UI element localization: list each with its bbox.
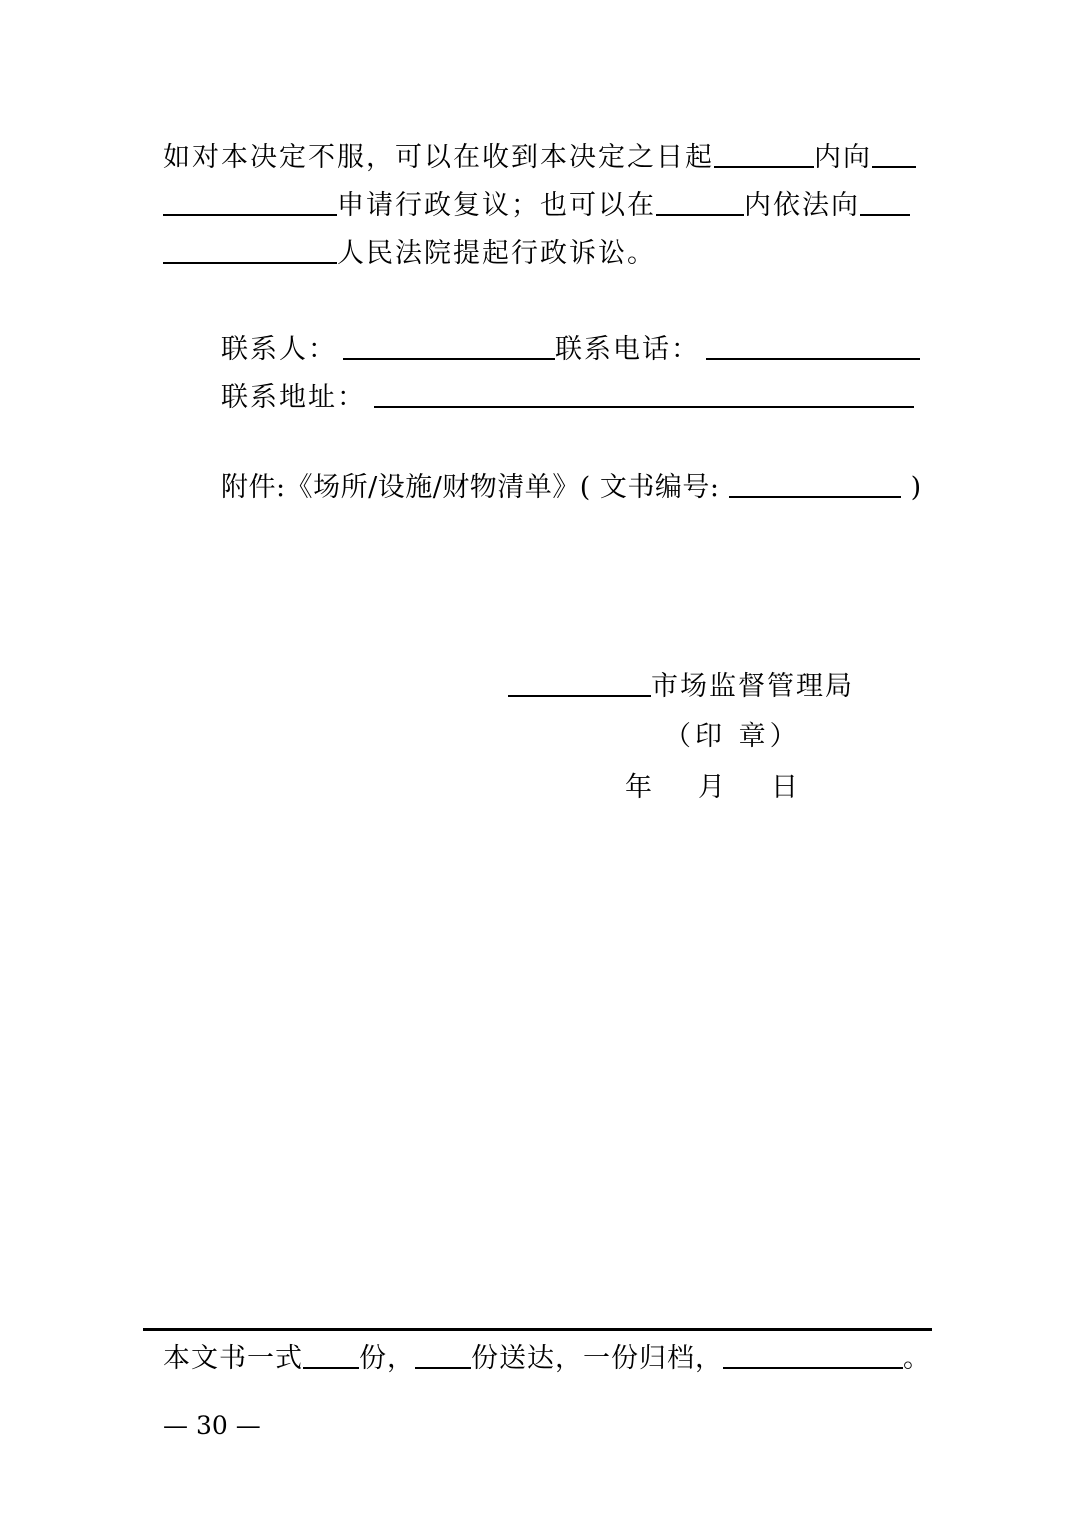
period-blank[interactable] bbox=[714, 138, 814, 168]
attachment-label: 附件:《场所/设施/财物清单》( 文书编号: bbox=[221, 472, 729, 503]
decision-text: 如对本决定不服，可以在收到本决定之日起 bbox=[163, 142, 714, 173]
decision-text: 申请行政复议；也可以在 bbox=[337, 190, 656, 221]
page-number: — 30 — bbox=[163, 1411, 261, 1440]
review-agency-blank[interactable] bbox=[872, 138, 916, 168]
contact-address-blank[interactable] bbox=[374, 378, 914, 408]
review-agency-blank-cont[interactable] bbox=[163, 186, 337, 216]
date-line bbox=[625, 768, 800, 808]
lawsuit-period-blank[interactable] bbox=[656, 186, 744, 216]
attachment-close: ) bbox=[910, 472, 922, 503]
agency-suffix: 市场监督管理局 bbox=[651, 671, 854, 702]
decision-text: 内向 bbox=[814, 142, 872, 173]
document-number-blank[interactable] bbox=[729, 468, 901, 498]
decision-line-2 bbox=[163, 186, 910, 226]
attachment-line bbox=[221, 468, 922, 508]
decision-line-1 bbox=[163, 138, 916, 178]
copies-text: 份， bbox=[359, 1343, 415, 1374]
decision-text: 人民法院提起行政诉讼。 bbox=[337, 238, 656, 269]
copies-text: 。 bbox=[903, 1343, 931, 1374]
recipient-blank[interactable] bbox=[723, 1339, 903, 1369]
copies-line bbox=[163, 1339, 931, 1379]
contact-address-label: 联系地址： bbox=[221, 382, 366, 413]
date-day: 日 bbox=[771, 772, 800, 803]
copies-text: 本文书一式 bbox=[163, 1343, 303, 1374]
date-month: 月 bbox=[698, 772, 727, 803]
contact-phone-label: 联系电话： bbox=[555, 334, 700, 365]
seal-line bbox=[664, 717, 801, 757]
decision-line-3 bbox=[163, 234, 656, 274]
contact-person-label: 联系人： bbox=[221, 334, 337, 365]
contact-line bbox=[221, 330, 920, 370]
contact-person-blank[interactable] bbox=[343, 330, 555, 360]
copies-text: 份送达，一份归档， bbox=[471, 1343, 723, 1374]
seal-text: （印 章） bbox=[664, 721, 801, 752]
address-line bbox=[221, 378, 914, 418]
copies-total-blank[interactable] bbox=[303, 1339, 359, 1369]
copies-served-blank[interactable] bbox=[415, 1339, 471, 1369]
court-blank-cont[interactable] bbox=[163, 234, 337, 264]
court-blank[interactable] bbox=[860, 186, 910, 216]
footer-rule bbox=[143, 1328, 932, 1331]
date-year: 年 bbox=[625, 772, 654, 803]
decision-text: 内依法向 bbox=[744, 190, 860, 221]
agency-line bbox=[508, 667, 854, 707]
contact-phone-blank[interactable] bbox=[706, 330, 920, 360]
agency-name-blank[interactable] bbox=[508, 667, 651, 697]
